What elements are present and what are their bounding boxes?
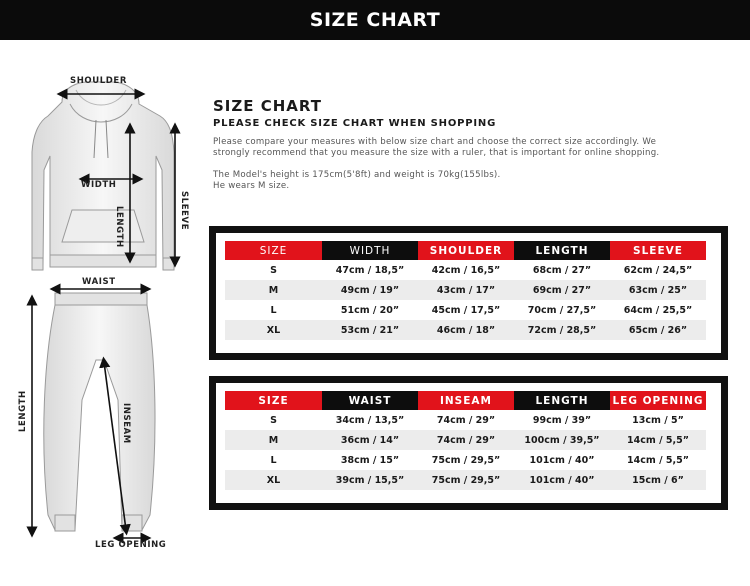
table-cell: 14cm / 5,5” bbox=[627, 454, 689, 466]
table-cell: M bbox=[225, 430, 322, 450]
table-cell: 51cm / 20” bbox=[340, 304, 400, 316]
table-cell: 39cm / 15,5” bbox=[322, 470, 418, 490]
instructions-line-2: strongly recommend that you measure the size with a ruler, that is important for online shopping. bbox=[213, 148, 660, 158]
table-cell: 75cm / 29,5” bbox=[418, 470, 514, 490]
table-cell: 46cm / 18” bbox=[418, 320, 514, 340]
table-cell: 65cm / 26” bbox=[610, 320, 706, 340]
tops-size-table bbox=[225, 241, 706, 340]
pants-header-waist: WAIST bbox=[322, 391, 418, 410]
table-row bbox=[225, 450, 706, 470]
model-info-line-2: He wears M size. bbox=[213, 181, 290, 191]
table-cell: S bbox=[270, 264, 277, 276]
pants-header-size: SIZE bbox=[225, 391, 322, 410]
table-cell: 72cm / 28,5” bbox=[514, 320, 610, 340]
table-cell: 34cm / 13,5” bbox=[335, 414, 405, 426]
pants-header-inseam: INSEAM bbox=[418, 391, 514, 410]
waist-label: WAIST bbox=[82, 277, 116, 287]
table-cell: 49cm / 19” bbox=[322, 280, 418, 300]
pants-icon bbox=[44, 293, 155, 531]
model-info-line-1: The Model's height is 175cm(5'8ft) and weight is 70kg(155lbs). bbox=[213, 170, 501, 180]
size-chart-heading: SIZE CHART bbox=[213, 97, 323, 115]
table-cell: 42cm / 16,5” bbox=[431, 264, 501, 276]
inseam-label: INSEAM bbox=[121, 403, 131, 444]
table-row bbox=[225, 280, 706, 300]
table-cell: 69cm / 27” bbox=[514, 280, 610, 300]
table-row bbox=[225, 430, 706, 450]
pants-size-table-frame bbox=[209, 376, 728, 510]
table-row bbox=[225, 470, 706, 490]
table-cell: 15cm / 6” bbox=[610, 470, 706, 490]
banner-title: SIZE CHART bbox=[309, 9, 441, 31]
garment-illustration bbox=[0, 60, 205, 580]
table-row bbox=[225, 260, 706, 280]
table-cell: 45cm / 17,5” bbox=[431, 304, 501, 316]
table-cell: S bbox=[270, 414, 277, 426]
pants-size-table bbox=[225, 391, 706, 490]
width-label: WIDTH bbox=[81, 180, 117, 190]
table-cell: 53cm / 21” bbox=[322, 320, 418, 340]
instructions-line-1: Please compare your measures with below size chart and choose the correct size accordingly. We bbox=[213, 137, 657, 147]
tops-header-length: LENGTH bbox=[514, 241, 610, 260]
table-cell: 62cm / 24,5” bbox=[623, 264, 693, 276]
table-cell: XL bbox=[225, 470, 322, 490]
top-length-label: LENGTH bbox=[114, 206, 124, 248]
pants-header-leg-opening: LEG OPENING bbox=[610, 391, 706, 410]
sleeve-label: SLEEVE bbox=[179, 191, 189, 231]
table-cell: L bbox=[270, 454, 277, 466]
table-cell: 38cm / 15” bbox=[340, 454, 400, 466]
table-cell: 63cm / 25” bbox=[610, 280, 706, 300]
size-chart-subheading: PLEASE CHECK SIZE CHART WHEN SHOPPING bbox=[213, 118, 497, 129]
pants-header-length: LENGTH bbox=[514, 391, 610, 410]
table-cell: 100cm / 39,5” bbox=[514, 430, 610, 450]
instructions-paragraph bbox=[213, 137, 733, 159]
table-cell: 75cm / 29,5” bbox=[431, 454, 501, 466]
tracksuit-drawing bbox=[0, 60, 205, 580]
table-cell: 64cm / 25,5” bbox=[623, 304, 693, 316]
table-cell: 101cm / 40” bbox=[514, 470, 610, 490]
tops-header-shoulder: SHOULDER bbox=[418, 241, 514, 260]
table-cell: 74cm / 29” bbox=[436, 414, 496, 426]
table-row bbox=[225, 300, 706, 320]
table-cell: 14cm / 5,5” bbox=[610, 430, 706, 450]
tops-header-sleeve: SLEEVE bbox=[610, 241, 706, 260]
tops-header-size: SIZE bbox=[225, 241, 322, 260]
table-row bbox=[225, 410, 706, 430]
table-cell: 70cm / 27,5” bbox=[527, 304, 597, 316]
tops-header-width: WIDTH bbox=[322, 241, 418, 260]
leg-opening-label: LEG OPENING bbox=[95, 540, 167, 550]
table-cell: 43cm / 17” bbox=[418, 280, 514, 300]
hoodie-icon bbox=[32, 82, 174, 270]
tops-table-header-row bbox=[225, 241, 706, 260]
pants-length-label: LENGTH bbox=[18, 390, 28, 432]
table-row bbox=[225, 320, 706, 340]
shoulder-label: SHOULDER bbox=[70, 76, 127, 86]
table-cell: M bbox=[225, 280, 322, 300]
table-cell: L bbox=[270, 304, 277, 316]
table-cell: 68cm / 27” bbox=[532, 264, 592, 276]
table-cell: XL bbox=[225, 320, 322, 340]
model-info-paragraph bbox=[213, 170, 733, 192]
tops-size-table-frame bbox=[209, 226, 728, 360]
table-cell: 36cm / 14” bbox=[322, 430, 418, 450]
table-cell: 99cm / 39” bbox=[532, 414, 592, 426]
table-cell: 47cm / 18,5” bbox=[335, 264, 405, 276]
pants-table-header-row bbox=[225, 391, 706, 410]
table-cell: 101cm / 40” bbox=[529, 454, 595, 466]
table-cell: 13cm / 5” bbox=[632, 414, 684, 426]
table-cell: 74cm / 29” bbox=[418, 430, 514, 450]
